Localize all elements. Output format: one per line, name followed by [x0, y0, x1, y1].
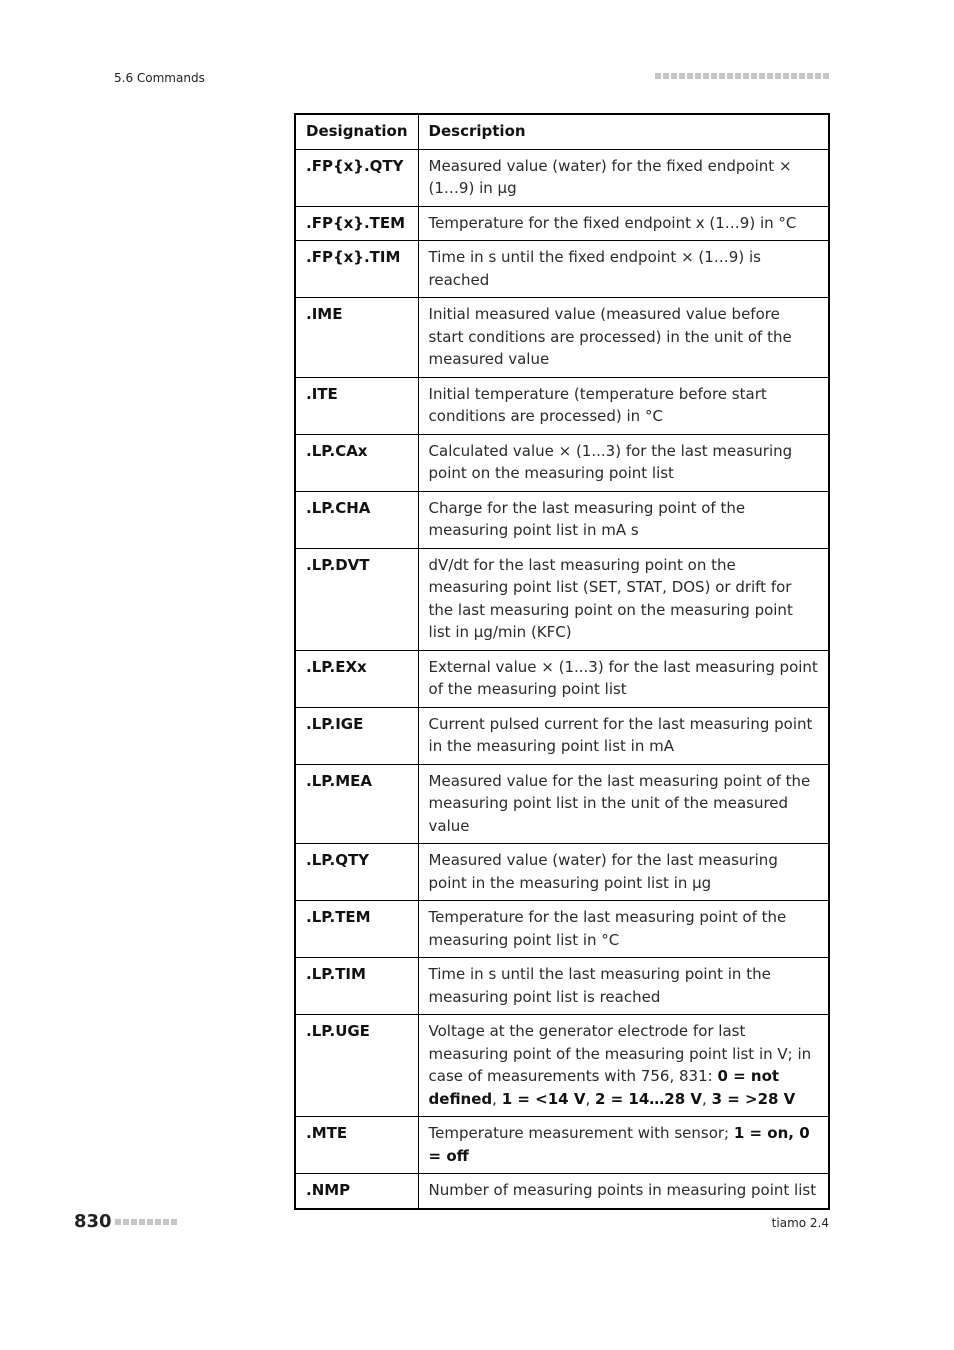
- table-row: [295, 548, 829, 650]
- table-row: [295, 764, 829, 844]
- table-row: [295, 491, 829, 548]
- commands-table: [294, 113, 830, 1210]
- table-row: [295, 434, 829, 491]
- description-text: Initial temperature (temperature before start conditions are processed) in °C: [428, 384, 767, 425]
- description-text: External value × (1...3) for the last measuring point of the measuring point list: [428, 657, 818, 698]
- command-designation: .LP.IGE: [295, 707, 418, 764]
- description-bold-text: 2 = 14…28 V: [594, 1089, 703, 1108]
- decor-square: [695, 73, 701, 79]
- page-number: 830: [74, 1211, 112, 1232]
- decor-square: [735, 73, 741, 79]
- command-description: [418, 1174, 829, 1209]
- decor-square: [147, 1219, 153, 1225]
- description-text: ,: [585, 1089, 595, 1108]
- table-body: [295, 149, 829, 1209]
- command-description: [418, 149, 829, 206]
- command-description: [418, 958, 829, 1015]
- table-row: [295, 206, 829, 241]
- header-decor-squares: [655, 73, 829, 79]
- description-text: Initial measured value (measured value before start conditions are processed) in the unit of the measured value: [428, 305, 792, 368]
- command-description: [418, 844, 829, 901]
- table-row: [295, 901, 829, 958]
- command-designation: .LP.TEM: [295, 901, 418, 958]
- table-row: [295, 1174, 829, 1209]
- command-designation: .LP.CHA: [295, 491, 418, 548]
- command-designation: .LP.QTY: [295, 844, 418, 901]
- command-description: [418, 241, 829, 298]
- decor-square: [759, 73, 765, 79]
- decor-square: [663, 73, 669, 79]
- command-description: [418, 434, 829, 491]
- description-column-header: Description: [418, 114, 829, 149]
- decor-square: [719, 73, 725, 79]
- command-designation: .NMP: [295, 1174, 418, 1209]
- command-description: [418, 298, 829, 378]
- decor-square: [131, 1219, 137, 1225]
- description-text: Number of measuring points in measuring point list: [428, 1181, 817, 1199]
- command-designation: .FP{x}.QTY: [295, 149, 418, 206]
- description-text: Voltage at the generator electrode for last measuring point of the measuring point list in V; in case of measurements with 756, 831:: [428, 1022, 812, 1085]
- footer-decor-squares: [115, 1219, 177, 1225]
- decor-square: [783, 73, 789, 79]
- command-description: [418, 1117, 829, 1174]
- description-bold-text: 0 = not defined: [428, 1067, 780, 1108]
- description-text: Temperature measurement with sensor;: [428, 1124, 734, 1142]
- description-text: Calculated value × (1...3) for the last measuring point on the measuring point list: [428, 441, 793, 482]
- decor-square: [815, 73, 821, 79]
- table-row: [295, 707, 829, 764]
- description-bold-text: 1 = <14 V: [501, 1089, 586, 1108]
- description-text: Time in s until the fixed endpoint × (1…9) is reached: [428, 248, 761, 289]
- decor-square: [655, 73, 661, 79]
- description-bold-text: 3 = >28 V: [711, 1089, 796, 1108]
- decor-square: [807, 73, 813, 79]
- command-designation: .IME: [295, 298, 418, 378]
- command-description: [418, 764, 829, 844]
- table-row: [295, 149, 829, 206]
- decor-square: [727, 73, 733, 79]
- description-text: ,: [492, 1089, 502, 1108]
- decor-square: [775, 73, 781, 79]
- description-text: ,: [702, 1089, 712, 1108]
- decor-square: [703, 73, 709, 79]
- command-description: [418, 650, 829, 707]
- command-designation: .LP.MEA: [295, 764, 418, 844]
- command-designation: .LP.DVT: [295, 548, 418, 650]
- command-description: [418, 491, 829, 548]
- decor-square: [751, 73, 757, 79]
- command-description: [418, 206, 829, 241]
- decor-square: [711, 73, 717, 79]
- description-text: dV/dt for the last measuring point on the measuring point list (SET, STAT, DOS) or drift for the last measuring point on the measuring point list in µg/min (KFC): [428, 555, 793, 641]
- description-text: Measured value for the last measuring point of the measuring point list in the unit of the measured value: [428, 771, 811, 835]
- decor-square: [163, 1219, 169, 1225]
- table-row: [295, 298, 829, 378]
- decor-square: [823, 73, 829, 79]
- decor-square: [799, 73, 805, 79]
- running-header-section: 5.6 Commands: [114, 71, 205, 85]
- description-text: Measured value (water) for the last measuring point in the measuring point list in µg: [428, 851, 778, 892]
- designation-column-header: Designation: [295, 114, 418, 149]
- decor-square: [115, 1219, 121, 1225]
- command-designation: .LP.TIM: [295, 958, 418, 1015]
- decor-square: [139, 1219, 145, 1225]
- decor-square: [123, 1219, 129, 1225]
- table-row: [295, 377, 829, 434]
- command-description: [418, 1015, 829, 1117]
- command-designation: .LP.EXx: [295, 650, 418, 707]
- decor-square: [171, 1219, 177, 1225]
- command-description: [418, 901, 829, 958]
- decor-square: [791, 73, 797, 79]
- table-row: [295, 958, 829, 1015]
- command-description: [418, 548, 829, 650]
- table-header-row: [295, 114, 829, 149]
- decor-square: [687, 73, 693, 79]
- decor-square: [767, 73, 773, 79]
- table-row: [295, 241, 829, 298]
- decor-square: [671, 73, 677, 79]
- command-designation: .MTE: [295, 1117, 418, 1174]
- table-row: [295, 1015, 829, 1117]
- description-text: Temperature for the fixed endpoint x (1…9) in °C: [428, 213, 797, 232]
- description-bold-text: 1 = on, 0 = off: [428, 1124, 810, 1165]
- table-row: [295, 1117, 829, 1174]
- description-text: Time in s until the last measuring point in the measuring point list is reached: [428, 965, 771, 1006]
- table-row: [295, 844, 829, 901]
- command-description: [418, 377, 829, 434]
- description-text: Charge for the last measuring point of the measuring point list in mA s: [428, 498, 746, 539]
- command-description: [418, 707, 829, 764]
- decor-square: [743, 73, 749, 79]
- description-text: Temperature for the last measuring point of the measuring point list in °C: [428, 908, 787, 949]
- description-text: Current pulsed current for the last measuring point in the measuring point list in mA: [428, 714, 813, 755]
- description-text: Measured value (water) for the fixed endpoint × (1…9) in µg: [428, 156, 792, 197]
- table-row: [295, 650, 829, 707]
- command-designation: .LP.CAx: [295, 434, 418, 491]
- command-designation: .FP{x}.TIM: [295, 241, 418, 298]
- decor-square: [679, 73, 685, 79]
- footer-product-name: tiamo 2.4: [771, 1216, 829, 1230]
- command-designation: .ITE: [295, 377, 418, 434]
- command-designation: .LP.UGE: [295, 1015, 418, 1117]
- command-designation: .FP{x}.TEM: [295, 206, 418, 241]
- decor-square: [155, 1219, 161, 1225]
